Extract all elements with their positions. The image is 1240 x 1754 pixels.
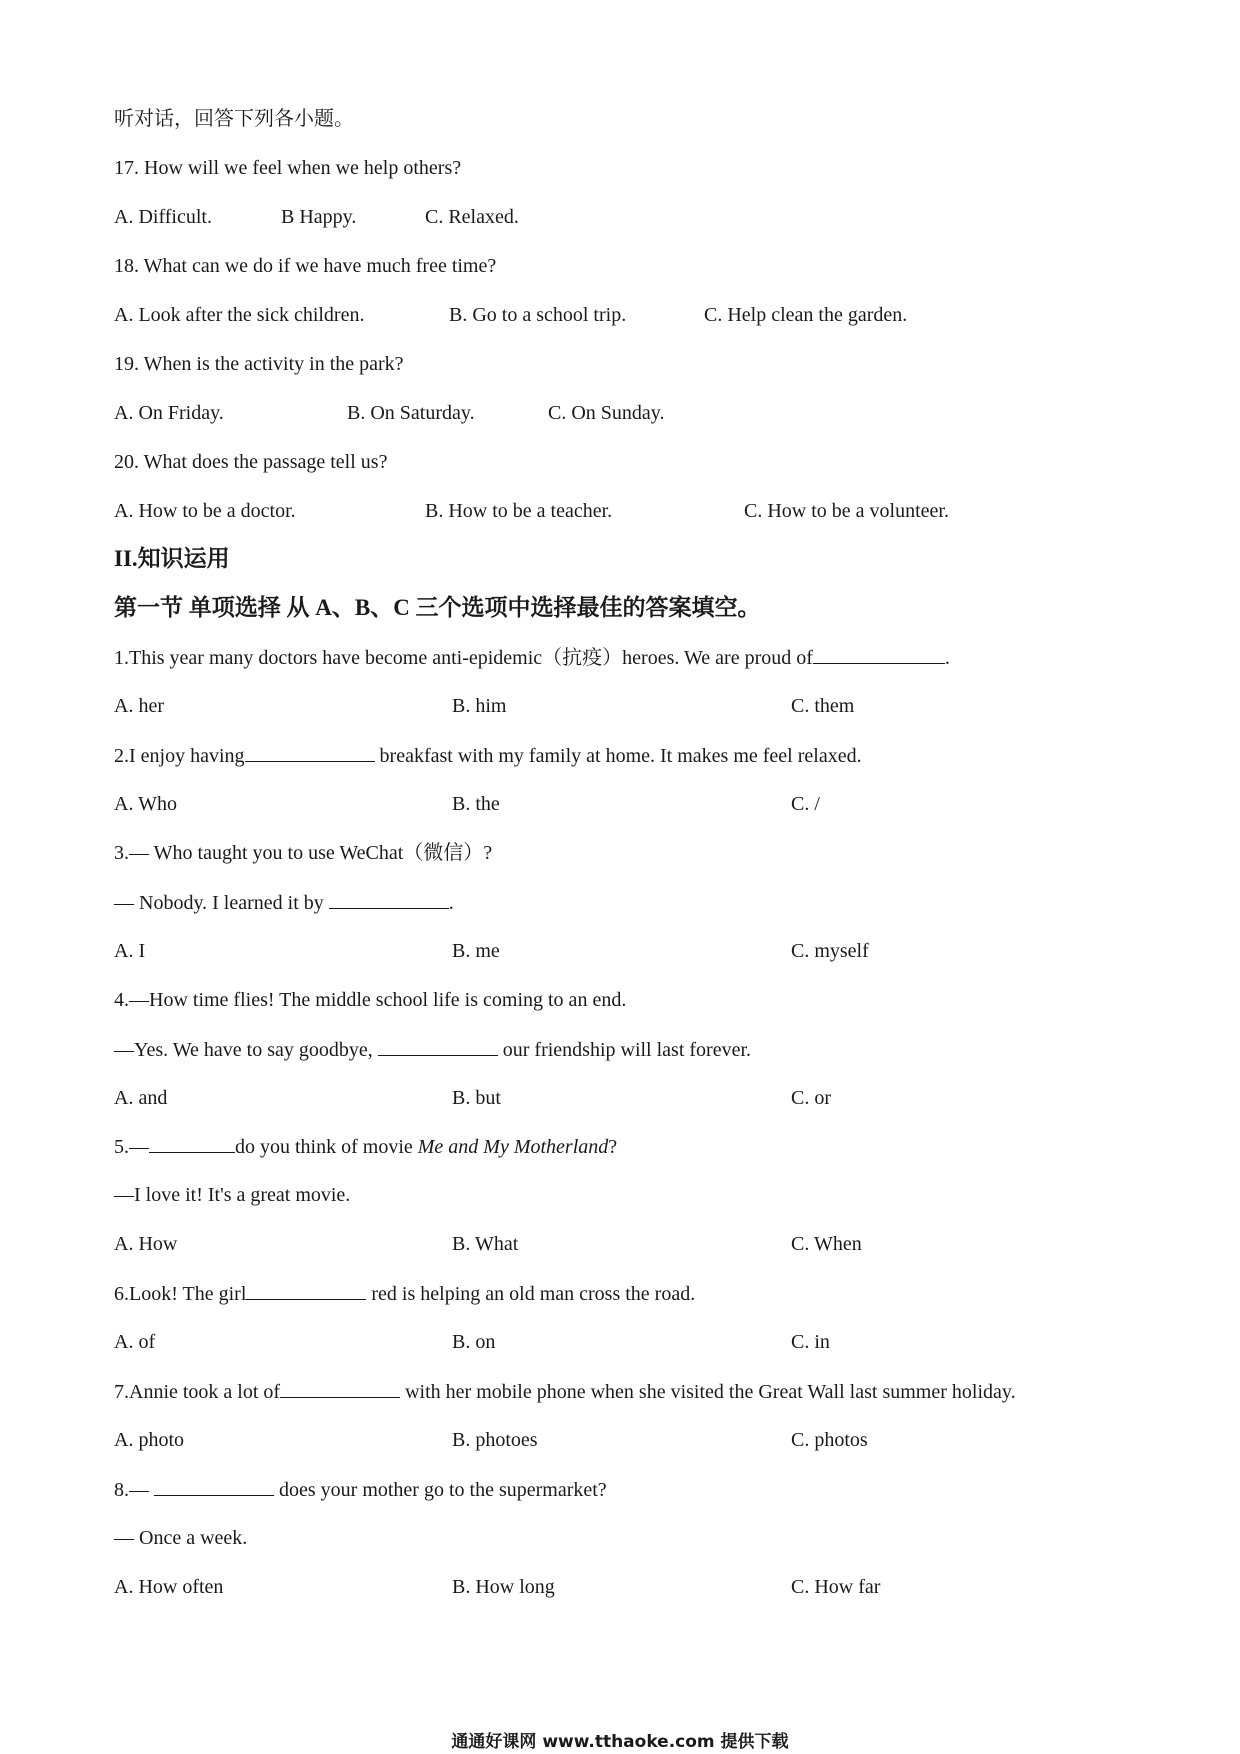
answer-blank xyxy=(813,645,945,664)
q18-option-b: B. Go to a school trip. xyxy=(449,304,627,326)
q20-option-c: C. How to be a volunteer. xyxy=(744,500,949,522)
mc3-option-c: C. myself xyxy=(791,940,869,962)
listening-instruction: 听对话，回答下列各小题。 xyxy=(114,108,354,130)
question-17: 17. How will we feel when we help others? xyxy=(114,157,462,179)
answer-blank xyxy=(245,743,375,762)
mc-question-1 xyxy=(114,645,950,670)
mc2-option-b: B. the xyxy=(452,793,500,815)
mc5-option-a: A. How xyxy=(114,1233,178,1255)
mc6-option-b: B. on xyxy=(452,1331,496,1353)
question-text: 1.This year many doctors have become anti-epidemic（抗疫）heroes. We are proud of xyxy=(114,647,813,669)
q19-option-b: B. On Saturday. xyxy=(347,402,475,424)
mc5-option-c: C. When xyxy=(791,1233,862,1255)
mc-question-4: 4.—How time flies! The middle school life is coming to an end. xyxy=(114,989,627,1011)
question-text: does your mother go to the supermarket? xyxy=(274,1479,607,1501)
mc8-option-a: A. How often xyxy=(114,1576,224,1598)
mc1-option-b: B. him xyxy=(452,695,507,717)
question-text: —Yes. We have to say goodbye, xyxy=(114,1039,378,1061)
question-text: . xyxy=(448,892,454,914)
question-text: ? xyxy=(608,1136,618,1158)
mc-question-3-response xyxy=(114,890,454,915)
mc-question-5-response: —I love it! It's a great movie. xyxy=(114,1184,351,1206)
mc7-option-c: C. photos xyxy=(791,1429,868,1451)
question-19: 19. When is the activity in the park? xyxy=(114,353,404,375)
page-footer: 通通好课网 www.tthaoke.com 提供下载 xyxy=(451,1732,789,1752)
mc7-option-b: B. photoes xyxy=(452,1429,538,1451)
mc4-option-a: A. and xyxy=(114,1087,168,1109)
q17-option-b: B Happy. xyxy=(281,206,357,228)
answer-blank xyxy=(329,890,449,909)
answer-blank xyxy=(149,1134,235,1153)
mc6-option-a: A. of xyxy=(114,1331,156,1353)
mc6-option-c: C. in xyxy=(791,1331,830,1353)
answer-blank xyxy=(280,1379,400,1398)
q18-option-c: C. Help clean the garden. xyxy=(704,304,908,326)
question-text: with her mobile phone when she visited the Great Wall last summer holiday. xyxy=(400,1381,1016,1403)
mc2-option-c: C. / xyxy=(791,793,820,815)
question-text: 6.Look! The girl xyxy=(114,1283,247,1305)
mc1-option-a: A. her xyxy=(114,695,164,717)
question-text: 5.— xyxy=(114,1136,149,1158)
question-text: 8.— xyxy=(114,1479,154,1501)
mc-question-7 xyxy=(114,1379,1016,1404)
mc4-option-c: C. or xyxy=(791,1087,831,1109)
q18-option-a: A. Look after the sick children. xyxy=(114,304,365,326)
question-text: 7.Annie took a lot of xyxy=(114,1381,281,1403)
mc-question-8 xyxy=(114,1477,607,1502)
section-title: II.知识运用 xyxy=(114,546,230,571)
mc4-option-b: B. but xyxy=(452,1087,501,1109)
answer-blank xyxy=(154,1477,274,1496)
answer-blank xyxy=(246,1281,366,1300)
question-text: red is helping an old man cross the road. xyxy=(366,1283,696,1305)
question-text: our friendship will last forever. xyxy=(497,1039,752,1061)
q19-option-c: C. On Sunday. xyxy=(548,402,665,424)
mc2-option-a: A. Who xyxy=(114,793,177,815)
question-18: 18. What can we do if we have much free time? xyxy=(114,255,497,277)
movie-title: Me and My Motherland xyxy=(417,1136,609,1158)
question-text: breakfast with my family at home. It makes me feel relaxed. xyxy=(374,745,862,767)
mc3-option-a: A. I xyxy=(114,940,146,962)
question-text: — Nobody. I learned it by xyxy=(114,892,329,914)
answer-blank xyxy=(378,1037,498,1056)
q20-option-a: A. How to be a doctor. xyxy=(114,500,296,522)
mc8-option-b: B. How long xyxy=(452,1576,555,1598)
question-text: . xyxy=(944,647,950,669)
mc-question-2 xyxy=(114,743,862,768)
mc-question-3: 3.— Who taught you to use WeChat（微信）? xyxy=(114,842,493,864)
q19-option-a: A. On Friday. xyxy=(114,402,224,424)
mc-question-4-response xyxy=(114,1037,751,1062)
mc3-option-b: B. me xyxy=(452,940,500,962)
mc-question-6 xyxy=(114,1281,695,1306)
mc8-option-c: C. How far xyxy=(791,1576,881,1598)
mc-question-5 xyxy=(114,1134,617,1159)
mc-question-8-response: — Once a week. xyxy=(114,1527,248,1549)
question-20: 20. What does the passage tell us? xyxy=(114,451,388,473)
q20-option-b: B. How to be a teacher. xyxy=(425,500,613,522)
mc5-option-b: B. What xyxy=(452,1233,519,1255)
mc7-option-a: A. photo xyxy=(114,1429,184,1451)
section-subtitle: 第一节 单项选择 从 A、B、C 三个选项中选择最佳的答案填空。 xyxy=(114,595,761,620)
q17-option-c: C. Relaxed. xyxy=(425,206,519,228)
question-text: do you think of movie xyxy=(235,1136,418,1158)
q17-option-a: A. Difficult. xyxy=(114,206,212,228)
question-text: 2.I enjoy having xyxy=(114,745,245,767)
mc1-option-c: C. them xyxy=(791,695,855,717)
